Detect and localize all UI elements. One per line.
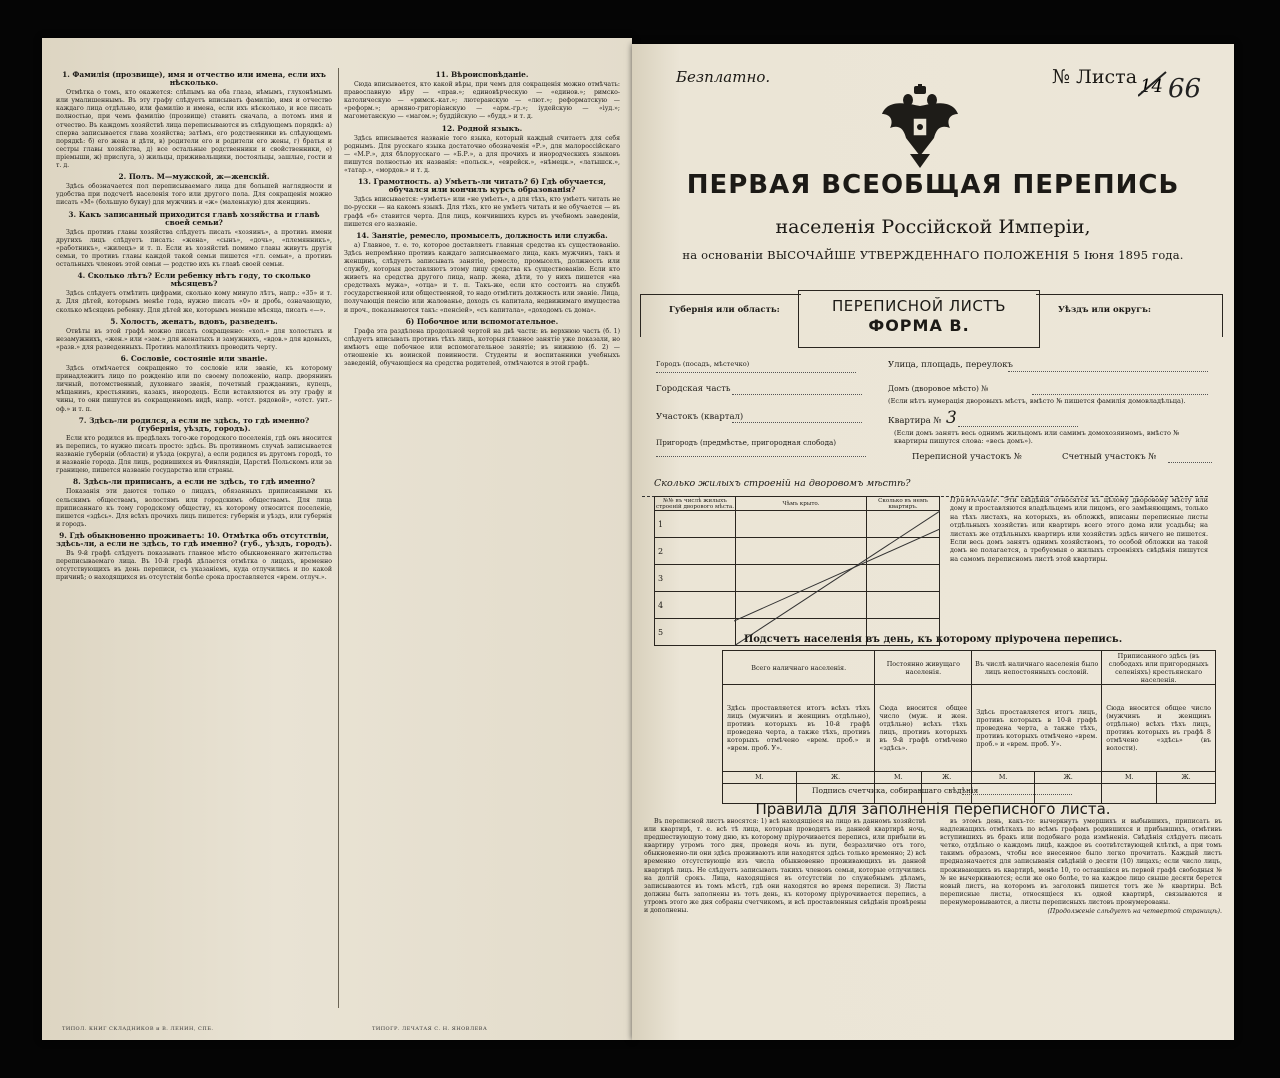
col_a-paragraph: Здѣсь обозначается пол переписываемаго лица для большей наглядности и удобства при подсчетѣ населенія того или другого пола. Для сокращенія можно писать «М» (большую букву) для мужчинъ и «ж» (маленькую) для женщинъ.	[56, 183, 332, 207]
col_b-paragraph: а) Главное, т. е. то, которое доставляетъ главныя средства къ существованію. Здѣсь непремѣнно противъ каждаго записываемаго лица, какъ мужчинъ, такъ и женщинъ, слѣдуетъ записывать занятіе, ремесло, промыселъ, должность или службу, которыя доставляютъ этому лицу средства къ существованію. Если кто живетъ на средства другого лица, напр. жена, дѣти, то у нихъ пишется «на средствахъ мужа», «отца» и т. п. Такъ-же, если кто состоитъ на службѣ государственной или общественной, то надо отмѣтить должность или званіе. Лица, получающія пенсію или жалованье, доходъ съ капитала, недвижимаго имущества и проч., показываются такъ: «пенсіей», «съ капитала», «доходомъ съ дома».	[344, 241, 620, 314]
pop-col-permanent-title: Постоянно живущаго населенія.	[875, 651, 972, 685]
census-precinct-label: Переписной участокъ №	[912, 452, 1022, 462]
pop-col-total-text: Здѣсь проставляется итогъ всѣхъ тѣхъ лицъ (мужчинъ и женщинъ отдѣльно), противъ которыхъ въ 10-й графѣ проведена черта, а также тѣхъ, противъ которыхъ отмѣчено «врем. проб.» и «врем. проб. У».	[723, 685, 875, 772]
crossed-out-number	[1138, 70, 1168, 98]
town-field	[656, 360, 876, 368]
sex-f-2: Ж.	[922, 771, 972, 783]
suburb-label: Пригородъ (предмѣстье, пригородная слобода)	[656, 438, 837, 447]
sex-f-1: Ж.	[796, 771, 875, 783]
precinct-label: Участокъ (квартал)	[656, 412, 744, 422]
sheet-title-box	[798, 290, 1040, 348]
col_a-heading: 2. Полъ. М—мужской, ж—женскій.	[118, 172, 270, 182]
legal-basis: на основаніи ВЫСОЧАЙШЕ УТВЕРЖДЕННАГО ПОЛОЖЕНІЯ 5 Іюня 1895 года.	[682, 248, 1184, 262]
pop-col-permanent-text: Сюда вносится общее число (муж. и жен. отдѣльно) всѣхъ тѣхъ лицъ, противъ которыхъ въ 9-й графѣ отмѣчено «здѣсь».	[875, 685, 972, 772]
house-note: (Если нѣтъ нумерація дворовыхъ мѣстъ, вмѣсто № пишется фамилія домовладѣльца).	[888, 397, 1186, 405]
count-precinct-line	[1168, 462, 1212, 463]
col_a-heading: 3. Какъ записанный приходится главѣ хозяйства и главѣ своей семьи?	[68, 209, 320, 227]
col_a-heading: 4. Сколько лѣтъ? Если ребенку нѣтъ году, то сколько мѣсяцевъ?	[77, 271, 311, 289]
buildings-row-2: 2	[655, 538, 736, 565]
col_a-heading: 9. Гдѣ обыкновенно проживаетъ: 10. Отмѣтка объ отсутствіи, здѣсь-ли, а если не здѣсь, то гдѣ именно? (губ., уѣздъ, городъ).	[56, 530, 332, 548]
rules-col-1	[644, 818, 926, 1008]
pop-col-nonpermanent-title: Въ числѣ наличнаго населенія было лицъ непостоянныхъ сословій.	[972, 651, 1102, 685]
pop-col-total-title: Всего наличнаго населенія.	[723, 651, 875, 685]
col_b-heading: 12. Родной языкъ.	[441, 123, 523, 133]
sheet-number-label: № Листа	[1052, 66, 1138, 88]
rules-col-2	[940, 818, 1222, 1008]
col_a-paragraph: Здѣсь слѣдуетъ отмѣтить цифрами, сколько кому минуло лѣтъ, напр.: «35» и т. д. Для дѣтей, которымъ менѣе года, нужно писать «0» и дробь, означающую, сколько мѣсяцевъ ребенку. Для дѣтей же, которымъ меньше мѣсяца, писать «—».	[56, 290, 332, 314]
printer-imprint-right: ТИПОГР. ЛЕЧАТАЯ С. Н. ЯНОВЛЕВА	[372, 1026, 488, 1032]
col_b-paragraph: Графа эта раздѣлена продольной чертой на двѣ части: въ верхнюю часть (б. 1) слѣдуетъ вписывать противъ тѣхъ лицъ, которыя главное занятіе уже показали, но имѣютъ еще побочное или вспомогательное занятіе; въ нижнюю (б. 2) — отношеніе къ воинской повинности. Студенты и воспитанники учебныхъ заведеній, обучающіеся на средства родителей, отмѣчаются в этой графѣ.	[344, 327, 620, 368]
flat-line	[958, 426, 1078, 427]
buildings-question: Сколько жилыхъ строеній на дворовомъ мѣстѣ?	[654, 478, 911, 489]
flat-note: (Если домъ занятъ весь однимъ жильцомъ или самимъ домохозяиномъ, вмѣсто № квартиры пишутся слова: «весь домъ»).	[894, 429, 1180, 445]
count-precinct-label: Счетный участокъ №	[1062, 452, 1157, 462]
buildings-row-4: 4	[655, 592, 736, 619]
buildings-note	[950, 496, 1208, 563]
col_b-paragraph: Здѣсь вписывается названіе того языка, который каждый считаетъ для себя роднымъ. Для русскаго языка достаточно обозначенія «Р.», для малороссійскаго — «М.Р.», для бѣлорусскаго — «Б.Р.», а для прочихъ и инородческихъ языковъ пишутся полностью их названія: «польск.», «еврейск.», «нѣмецк.», «латышск.», «татар.», «мордов.» и т. д.	[344, 134, 620, 175]
suburb-line	[656, 456, 866, 457]
census-form-page	[632, 44, 1234, 1040]
signature-label: Подпись счетчика, собиравшаго свѣдѣнія	[812, 786, 979, 795]
sex-m-2: М.	[875, 771, 922, 783]
sex-f-4: Ж.	[1157, 771, 1216, 783]
street-line	[1008, 371, 1208, 372]
free-label: Безплатно.	[676, 68, 771, 86]
province-label: Губернія или область:	[669, 305, 780, 315]
col_b-paragraph: Здѣсь вписывается: «умѣетъ» или «не умѣетъ», а для тѣхъ, кто умѣетъ читать не по-русски — на какомъ языкѣ. Для тѣхъ, кто не умѣетъ читать и не обучается — въ графѣ «б» ставится черта. Для лицъ, кончившихъ курсъ въ учебномъ заведеніи, пишется его названіе.	[344, 196, 620, 228]
buildings-col-roof: Чѣмъ крыто.	[736, 497, 867, 511]
city-part-label: Городская часть	[656, 384, 731, 394]
census-subtitle: населенія Россійской Имперіи,	[775, 216, 1091, 238]
col_a-paragraph: Отмѣтка о томъ, кто окажется: слѣпымъ на оба глаза, нѣмымъ, глухонѣмымъ или умалишеннымъ. Въ эту графу слѣдуетъ вписывать фамилію, имя и отчество каждаго лица отдѣльно, или фамилію и имена, если ихъ нѣсколько, и все писать полностью, при чемъ фамилію (прозвище) ставить сначала, а потомъ имя и отчество. Въ каждомъ хозяйствѣ лица переписываются въ слѣдующемъ порядкѣ: а) сперва записывается глава хозяйства; затѣмъ, его родственники въ слѣдующемъ порядкѣ: б) его жена и дѣти, в) родители его и родители его жены, г) братья и сестры главы хозяйства, д) все остальные родственники и свойственники, е) пріемыши, ж) прислуга, з) жильцы, приживальщики, постояльцы, зашлые, гости и т. д.	[56, 89, 332, 170]
sheet-title: ПЕРЕПИСНОЙ ЛИСТЪ	[832, 297, 1006, 315]
col_a-heading: 6. Сословіе, состояніе или званіе.	[120, 354, 268, 363]
col_a-heading: 1. Фамилія (прозвище), имя и отчество или имена, если ихъ нѣсколько.	[62, 70, 326, 88]
precinct-line	[732, 422, 862, 423]
sex-m-3: М.	[972, 771, 1035, 783]
rules-title: Правила для заполненія переписного листа.	[755, 800, 1111, 818]
buildings-note-text: Эти свѣдѣнія относятся къ цѣлому дворовому мѣсту или дому и проставляются владѣльцемъ или лицомъ, его замѣняющимъ, только на тѣхъ листахъ, на которыхъ, въ обложкѣ, вписаны переписные листы отдѣльныхъ хозяйствъ или квартиръ всего этого дома или усадьбы; на листахъ же отдѣльныхъ квартиръ или хозяйствъ здѣсь ничего не пишется. Если весь домъ занятъ однимъ хозяйствомъ, то особой обложки на такой домъ не полагается, а требуемыя о жилыхъ строеніяхъ свѣдѣнія пишутся на самомъ переписномъ листѣ этой квартиры.	[950, 496, 1208, 563]
rules-text-2: въ этомъ день, какъ-то: вычеркнуть умершихъ и выбывшихъ, приписать въ надлежащихъ отмѣткахъ по всѣмъ графамъ родившихся и прибывшихъ, отмѣтивъ вступившихъ въ бракъ или подобнаго рода измѣненія. Свѣдѣнія слѣдуетъ писать четко, отдѣльно о каждомъ лицѣ, каждое въ соотвѣтствующей клѣткѣ, а при томъ такимъ образомъ, чтобы все внесенное было легко прочитать. Каждый листъ предназначается для записыванія свѣдѣній о десяти (10) лицахъ; если число лицъ, проживающихъ въ квартирѣ, менѣе 10, то оставшіяся въ первой графѣ свободныя №№ не вычеркиваются; если же оно болѣе, то на каждое лицо свыше десяти берется новый листъ, на которомъ въ заголовкѣ пишется тотъ же № квартиры. Всѣ переписные листы, относящіеся къ одной квартирѣ, связываются и перенумеровываются, а листы переписныхъ листовъ пронумерованы.	[940, 818, 1222, 906]
town-label: Городъ (посадъ, мѣстечко)	[656, 360, 750, 368]
imperial-eagle-emblem	[880, 84, 960, 168]
buildings-row-5: 5	[655, 619, 736, 646]
street-label: Улица, площадь, переулокъ	[888, 360, 1013, 370]
district-label: Уѣздъ или округъ:	[1058, 305, 1152, 315]
col_a-paragraph: Въ 9-й графѣ слѣдуетъ показывать главное мѣсто обыкновеннаго жительства переписываемаго лица. Въ 10-й графѣ дѣлается отмѣтка о лицахъ, временно отсутствующихъ въ день переписи, съ указаніемъ, куда отлучились и по какой причинѣ; о находящихся въ отсутствіи болѣе срока проставляется «врем. отлуч.».	[56, 550, 332, 582]
district-box	[1036, 294, 1223, 337]
col_a-paragraph: Здѣсь противъ главы хозяйства слѣдуетъ писать «хозяинъ», а противъ имени другихъ лицъ слѣдуетъ писать: «жена», «сынъ», «дочь», «племянникъ», «работникъ», «жилецъ» и т. п. Если въ хозяйствѣ помимо главы живутъ другія семьи, то противъ главы каждой такой семьи пишется «гл. семьи», а противъ остальныхъ членовъ этой семьи — родство ихъ къ главѣ своей семьи.	[56, 228, 332, 269]
buildings-strike-lines	[734, 511, 940, 646]
col_b-paragraph: Сюда вписывается, кто какой вѣры, при чемъ для сокращенія можно отмѣчать: православную вѣру — «прав.»; единовѣрческую — «единов.»; римско-католическую — «римск.-кат.»; лютеранскую — «лют.»; реформатскую — «реформ.»; армяно-григоріанскую — «арм.-гр.»; іудейскую — «іуд.»; магометанскую — «магом.»; буддійскую — «будд.» и т. д.	[344, 81, 620, 121]
census-title: ПЕРВАЯ ВСЕОБЩАЯ ПЕРЕПИСЬ	[686, 170, 1180, 200]
sex-f-3: Ж.	[1035, 771, 1102, 783]
svg-text:14: 14	[1140, 76, 1163, 97]
handwritten-sheet-number: 66	[1168, 74, 1202, 104]
instructions-column-b	[344, 68, 620, 1003]
col_b-heading: б) Побочное или вспомогательное.	[405, 316, 559, 326]
pop-col-peasant-text: Сюда вносится общее число (мужчинъ и женщинъ отдѣльно) всѣхъ тѣхъ лицъ, противъ которыхъ въ графѣ 8 отмѣчено «здѣсь» (въ волости).	[1102, 685, 1216, 772]
population-table	[722, 650, 1216, 804]
pop-col-nonpermanent-text: Здѣсь проставляется итогъ лицъ, противъ которыхъ в 10-й графѣ проведена черта, а также тѣхъ, противъ которыхъ отмѣчено «врем. проб.» и «врем. проб. У».	[972, 685, 1102, 772]
col_a-paragraph: Здѣсь отмѣчается сокращенно то сословіе или званіе, къ которому принадлежитъ лицо по рожденію или по своему положенію, напр. дворянинъ личный, потомственный, духовнаго званія, почетный гражданинъ, купецъ, мѣщанинъ, крестьянинъ, казакъ, инородецъ. Если вставляются въ эту графу и чины, то они пишутся въ сокращенномъ видѣ, напр. «отст. рядовой», «отст. унт.-оф.» и т. п.	[56, 365, 332, 413]
printer-imprint-left: ТИПОЛ. КНИГ СКЛАДНИКОВ и В. ЛЕНИН, СПБ.	[62, 1026, 214, 1032]
col_a-paragraph: Если кто родился въ предѣлахъ того-же городского поселенія, гдѣ онъ вносится въ перепись, то нужно писать просто: здѣсь. Въ противномъ случаѣ записывается названіе губерніи (области) и уѣзда (округа), а если родился въ другомъ городѣ, то и названіе города. Для лицъ, родившихся въ Финляндіи, Царствѣ Польскомъ или за границею, пишется названіе государства или страны.	[56, 434, 332, 475]
left-instruction-page	[42, 38, 632, 1040]
rules-text-1: Въ переписной листъ вносятся: 1) всѣ находящіеся на лицо въ данномъ хозяйствѣ или квартирѣ, т. е. всѣ тѣ лица, которыя проводятъ въ данной квартирѣ ночь, предшествующую тому дню, къ которому пріурочивается перепись, или прибыли въ квартиру утромъ того дня, проведя ночь въ пути, безразлично отъ того, обыкновенно-ли они здѣсь проживаютъ или находятся здѣсь только временно; 2) всѣ временно отсутствующіе изъ числа обыкновенно проживающихъ въ данной квартирѣ лицъ. Не слѣдуетъ записывать такихъ членовъ семьи, которые отлучились на долгій срокъ. Лица, находящіяся въ отсутствіи по служебнымъ дѣламъ, записываются въ томъ мѣстѣ, гдѣ они находятся во время переписи. 3) Листы должны быть заполнены въ тотъ день, къ которому пріурочивается перепись, а утромъ этого же дня собраны счетчикомъ, и всѣ проставленныя свѣдѣнія провѣрены и дополнены.	[644, 818, 926, 915]
house-label: Домъ (дворовое мѣсто) №	[888, 384, 989, 393]
population-heading: Подсчетъ населенія въ день, къ которому пріурочена перепись.	[743, 634, 1123, 645]
col_b-heading: 11. Вѣроисповѣданіе.	[435, 70, 529, 79]
sex-m-4: М.	[1102, 771, 1157, 783]
col_a-heading: 8. Здѣсь-ли приписанъ, а если не здѣсь, то гдѣ именно?	[72, 477, 316, 487]
instructions-column-a	[56, 68, 332, 1003]
flat-label: Квартира №	[888, 416, 942, 426]
flat-number-handwritten: 3	[946, 408, 957, 428]
city-part-line	[732, 394, 862, 395]
signature-line	[962, 794, 1072, 795]
buildings-row-3: 3	[655, 565, 736, 592]
buildings-row-1: 1	[655, 511, 736, 538]
col_a-heading: 7. Здѣсь-ли родился, а если не здѣсь, то гдѣ именно? (губернія, уѣздъ, городъ).	[78, 415, 310, 433]
column-divider	[338, 68, 339, 1008]
col_a-paragraph: Показанія эти даются только о лицахъ, обязанныхъ приписанными къ сельскимъ обществамъ, волостямъ или городскимъ обществамъ. Для лица приписаннаго къ тому городскому обществу, къ которому относится поселеніе, пишется «здѣсь». Для всѣхъ прочихъ лицъ пишется: губернія и уѣздъ, или губернія и городъ.	[56, 488, 332, 528]
sex-m-1: М.	[723, 771, 797, 783]
pop-col-peasant-title: Приписанного здѣсь (въ слободахъ или пригородныхъ селеніяхъ) крестьянскаго населенія.	[1102, 651, 1216, 685]
buildings-col-number: №№ въ числѣ жилыхъ строеній дворового мѣста.	[655, 497, 735, 510]
buildings-note-title: Примѣчаніе.	[950, 496, 1001, 504]
col_b-heading: 13. Грамотность. а) Умѣетъ-ли читать? б) Гдѣ обучается, обучался или кончилъ курсъ образованія?	[358, 177, 606, 195]
form-name: ФОРМА В.	[868, 316, 970, 335]
rules-continuation: (Продолженіе слѣдуетъ на четвертой страницѣ).	[1047, 908, 1222, 916]
province-box	[640, 294, 801, 337]
buildings-col-flats: Сколько въ немъ квартиръ.	[867, 497, 940, 511]
col_b-heading: 14. Занятіе, ремесло, промыселъ, должность или служба.	[356, 230, 608, 240]
house-line	[1032, 394, 1208, 395]
town-line	[656, 372, 856, 373]
col_a-paragraph: Отвѣты въ этой графѣ можно писать сокращенно: «хол.» для холостыхъ и незамужнихъ, «жен.» или «зам.» для женатыхъ и замужнихъ, «вдов.» для вдовыхъ, «разв.» для разведенныхъ. Противъ малолѣтнихъ проводить черту.	[56, 327, 332, 351]
col_a-heading: 5. Холостъ, женатъ, вдовъ, разведенъ.	[110, 316, 278, 326]
